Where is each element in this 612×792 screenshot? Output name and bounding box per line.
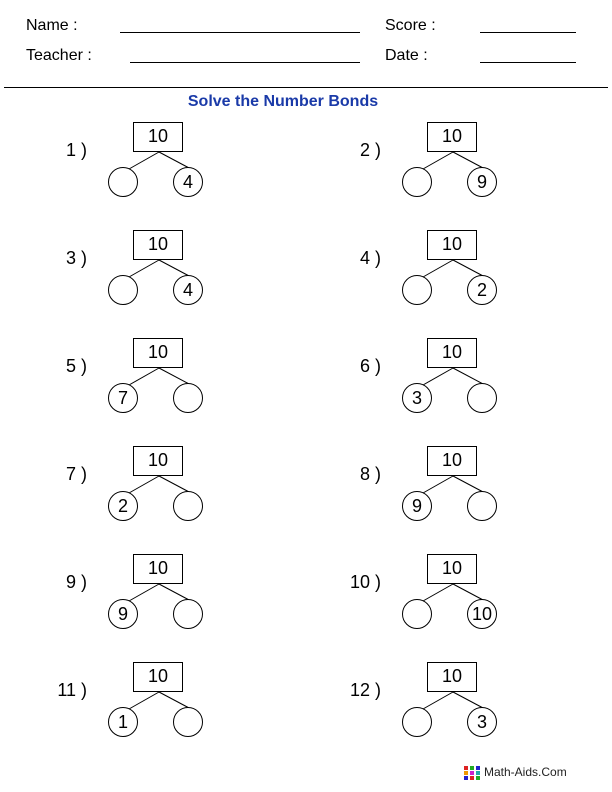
score-label: Score : — [385, 17, 436, 34]
left-part-circle[interactable]: 9 — [108, 599, 138, 629]
number-bond-problem — [55, 122, 295, 222]
right-part-circle[interactable] — [173, 383, 203, 413]
problem-number: 3 ) — [65, 248, 87, 268]
whole-box: 10 — [427, 554, 477, 584]
whole-box: 10 — [133, 230, 183, 260]
teacher-blank-line[interactable] — [130, 62, 360, 63]
right-part-circle[interactable] — [173, 491, 203, 521]
right-part-circle[interactable] — [467, 383, 497, 413]
whole-box: 10 — [133, 662, 183, 692]
problem-number: 7 ) — [65, 464, 87, 484]
whole-box: 10 — [133, 554, 183, 584]
right-part-circle[interactable] — [467, 491, 497, 521]
left-part-circle[interactable]: 1 — [108, 707, 138, 737]
whole-box: 10 — [427, 122, 477, 152]
footer-brand-text: Math-Aids.Com — [484, 765, 567, 779]
whole-box: 10 — [427, 662, 477, 692]
number-bond-problem — [55, 446, 295, 546]
whole-box: 10 — [133, 446, 183, 476]
left-part-circle[interactable]: 7 — [108, 383, 138, 413]
left-part-circle[interactable] — [108, 167, 138, 197]
number-bond-problem — [349, 230, 589, 330]
problem-number: 10 ) — [349, 572, 381, 592]
right-part-circle[interactable] — [173, 599, 203, 629]
left-part-circle[interactable]: 9 — [402, 491, 432, 521]
math-aids-logo-icon — [464, 766, 480, 780]
problem-number: 8 ) — [359, 464, 381, 484]
problem-number: 5 ) — [65, 356, 87, 376]
left-part-circle[interactable] — [402, 275, 432, 305]
number-bond-problem — [55, 554, 295, 654]
score-blank-line[interactable] — [480, 32, 576, 33]
name-label: Name : — [26, 17, 78, 34]
number-bond-problem — [349, 662, 589, 762]
left-part-circle[interactable] — [402, 707, 432, 737]
left-part-circle[interactable]: 3 — [402, 383, 432, 413]
right-part-circle[interactable]: 4 — [173, 275, 203, 305]
teacher-label: Teacher : — [26, 47, 92, 64]
number-bond-problem — [349, 338, 589, 438]
right-part-circle[interactable] — [173, 707, 203, 737]
problem-number: 9 ) — [65, 572, 87, 592]
number-bond-problem — [55, 338, 295, 438]
whole-box: 10 — [133, 122, 183, 152]
right-part-circle[interactable]: 9 — [467, 167, 497, 197]
left-part-circle[interactable] — [108, 275, 138, 305]
problem-number: 11 ) — [57, 680, 87, 700]
number-bond-problem — [349, 446, 589, 546]
problem-number: 4 ) — [359, 248, 381, 268]
right-part-circle[interactable]: 3 — [467, 707, 497, 737]
left-part-circle[interactable] — [402, 167, 432, 197]
whole-box: 10 — [427, 446, 477, 476]
problem-number: 6 ) — [359, 356, 381, 376]
whole-box: 10 — [427, 230, 477, 260]
right-part-circle[interactable]: 4 — [173, 167, 203, 197]
problem-number: 12 ) — [349, 680, 381, 700]
number-bond-problem — [55, 662, 295, 762]
problem-number: 2 ) — [359, 140, 381, 160]
right-part-circle[interactable]: 2 — [467, 275, 497, 305]
date-label: Date : — [385, 47, 428, 64]
name-blank-line[interactable] — [120, 32, 360, 33]
problem-number: 1 ) — [65, 140, 87, 160]
left-part-circle[interactable]: 2 — [108, 491, 138, 521]
whole-box: 10 — [133, 338, 183, 368]
header-divider — [4, 87, 608, 88]
right-part-circle[interactable]: 10 — [467, 599, 497, 629]
date-blank-line[interactable] — [480, 62, 576, 63]
left-part-circle[interactable] — [402, 599, 432, 629]
whole-box: 10 — [427, 338, 477, 368]
worksheet-title: Solve the Number Bonds — [187, 93, 379, 110]
number-bond-problem — [349, 554, 589, 654]
number-bond-problem — [55, 230, 295, 330]
number-bond-problem — [349, 122, 589, 222]
